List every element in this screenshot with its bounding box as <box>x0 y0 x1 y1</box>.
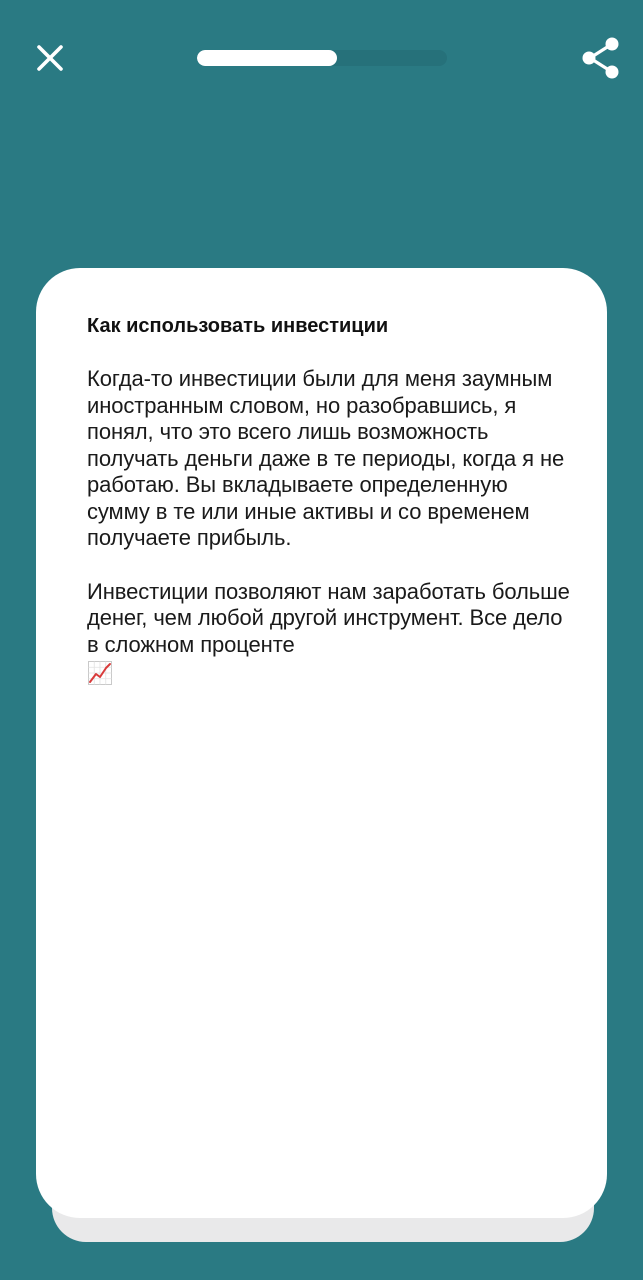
card-paragraph-1: Когда-то инвестиции были для меня заумным иностранным словом, но разобравшись, я понял, что это всего лишь возможность получать деньги даже в те периоды, когда я не работаю. Вы вкладываете определенную сумму в те или иные активы и со временем получаете прибыль. <box>87 366 565 550</box>
card-paragraph-2 <box>87 579 571 687</box>
share-icon <box>576 34 624 82</box>
card-title: Как использовать инвестиции <box>87 315 389 337</box>
close-icon <box>26 34 74 82</box>
story-progress-bar <box>197 50 447 66</box>
share-button[interactable] <box>576 34 624 82</box>
close-button[interactable] <box>26 34 74 82</box>
chart-increasing-icon <box>87 660 113 686</box>
story-card <box>36 268 607 1218</box>
story-progress-fill <box>197 50 337 66</box>
card-paragraph-2-text: Инвестиции позволяют нам заработать больше денег, чем любой другой инструмент. Все дело в сложном проценте <box>87 578 570 657</box>
